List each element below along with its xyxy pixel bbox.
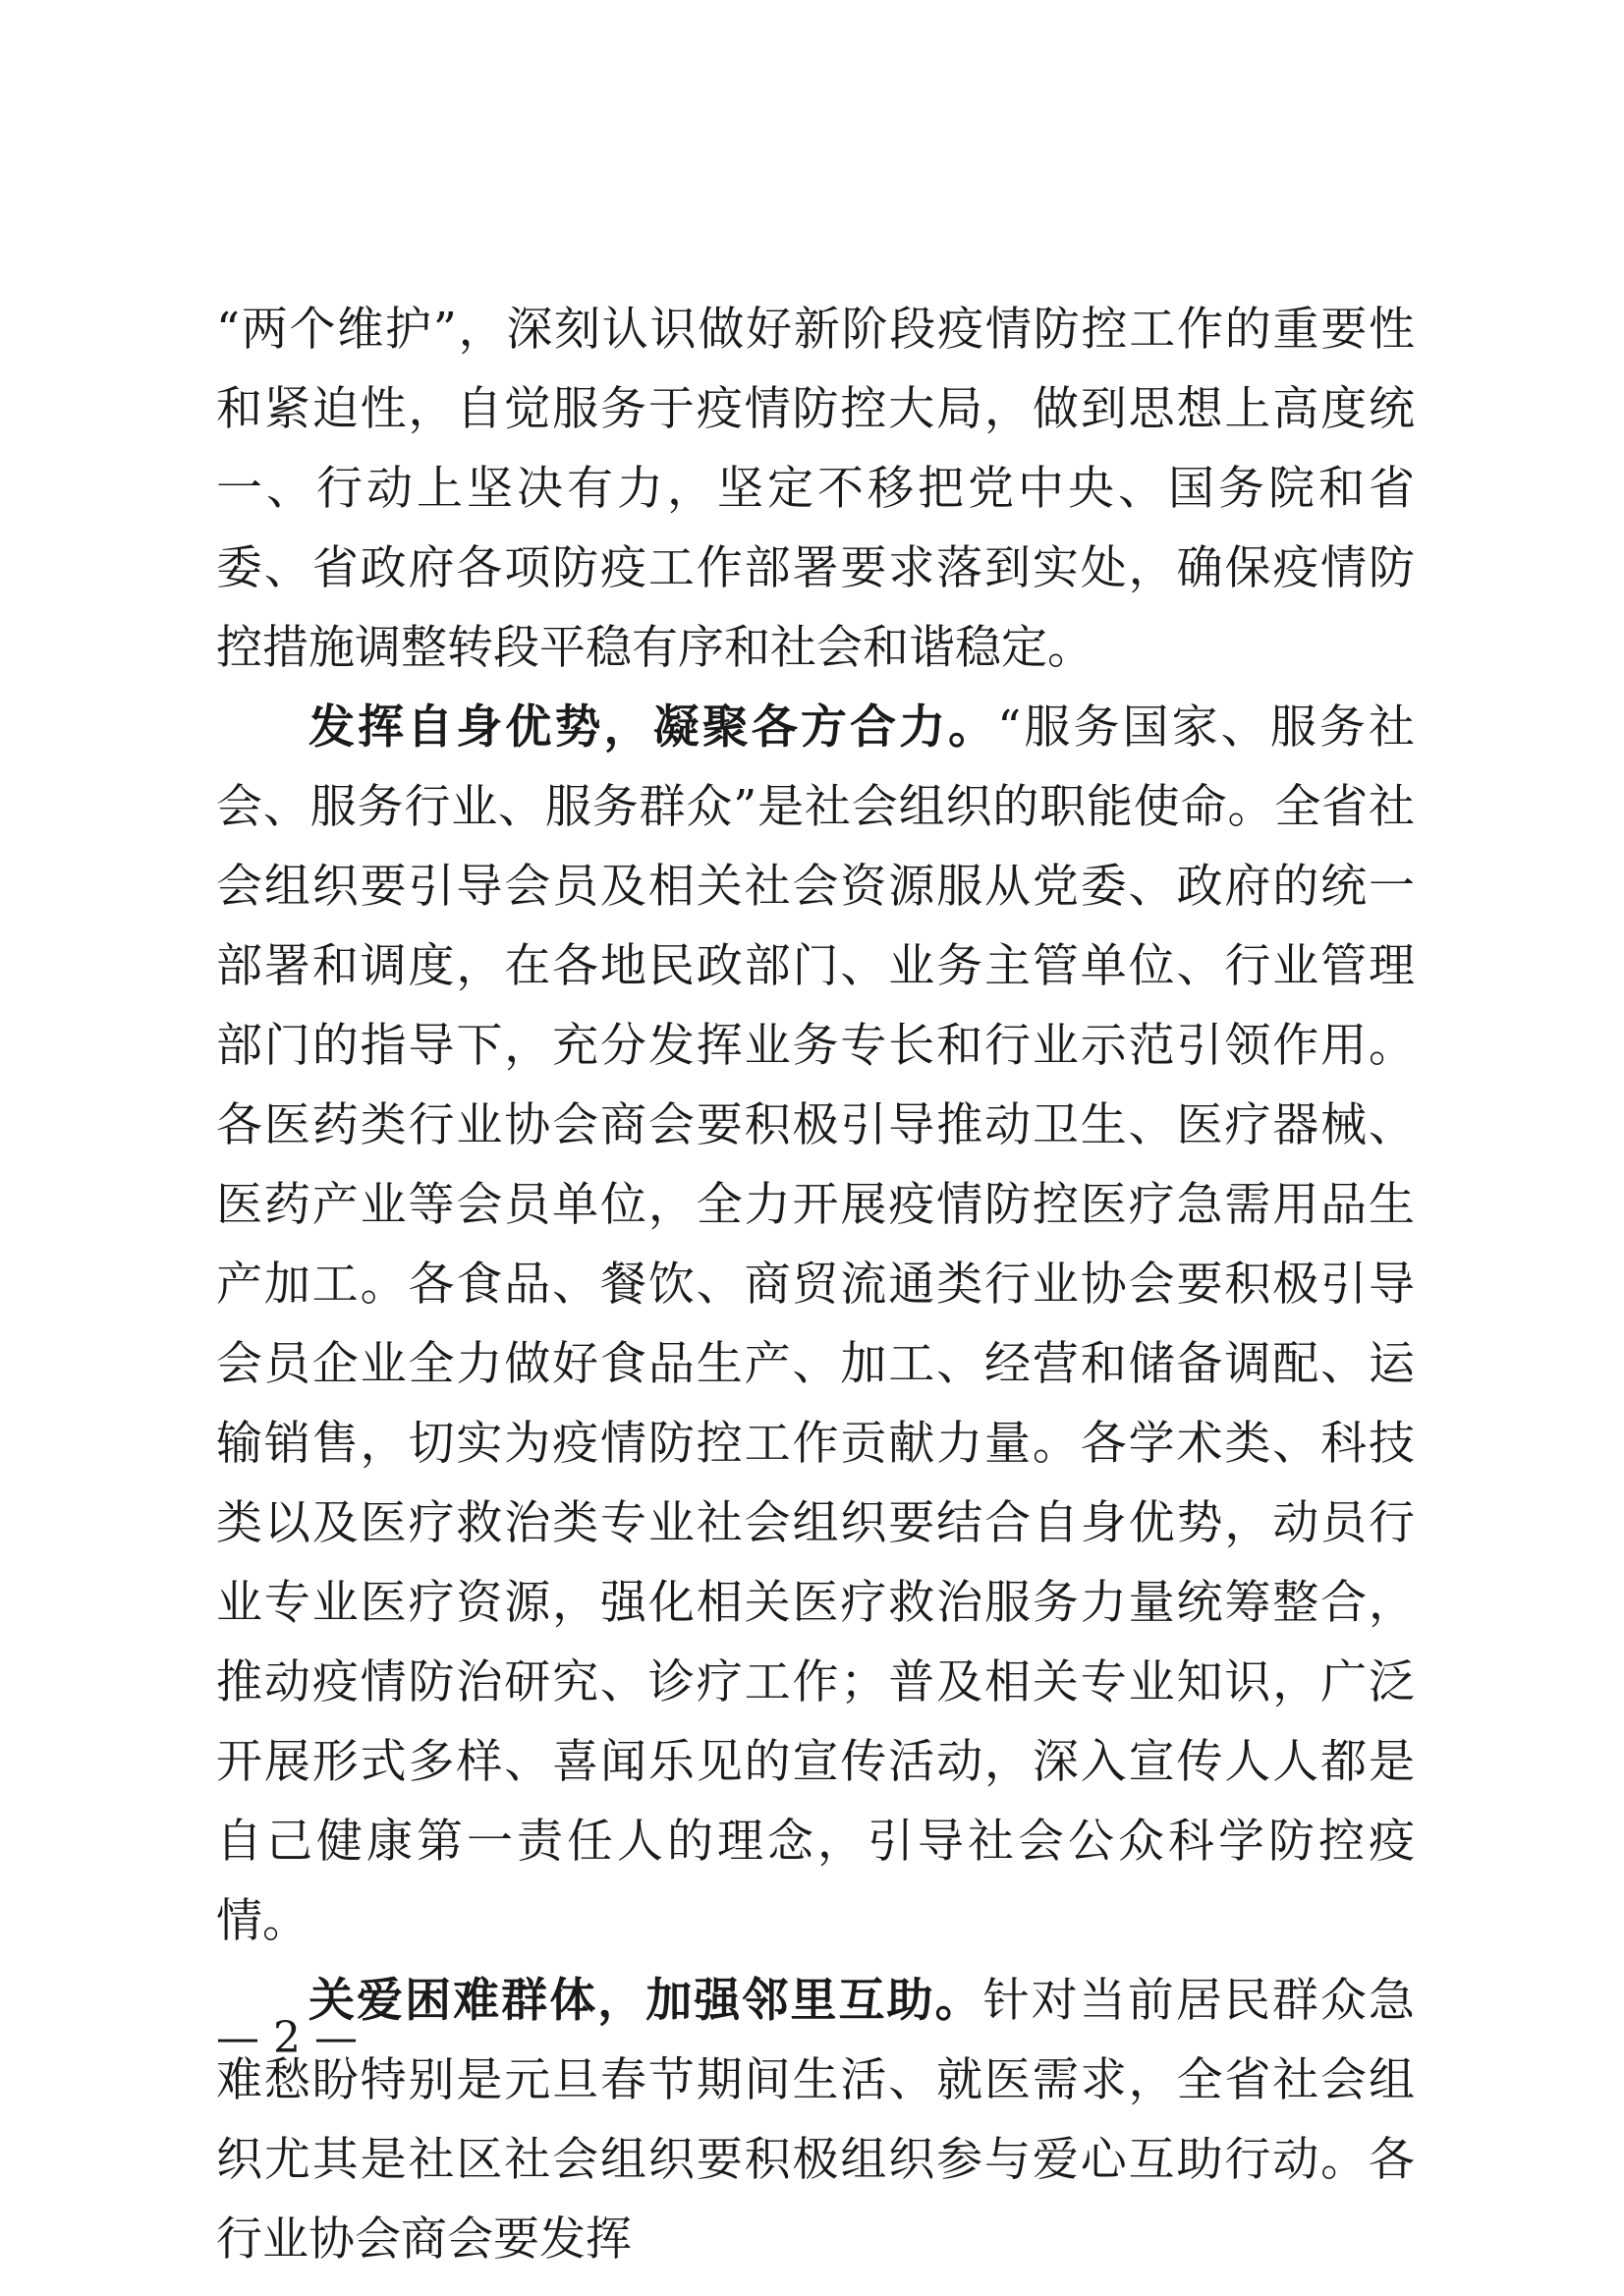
paragraph-3-lead: 关爱困难群体，加强邻里互助。 [308, 1974, 983, 2028]
body-text [216, 290, 1415, 2279]
page-number: — 2 — [216, 2013, 358, 2063]
paragraph-3 [216, 1961, 1415, 2279]
paragraph-2-text: “服务国家、服务社会、服务行业、服务群众”是社会组织的职能使命。全省社会组织要引导会员及相关社会资源服从党委、政府的统一部署和调度，在各地民政部门、业务主管单位、行业管理部门的指导下，充分发挥业务专长和行业示范引领作用。各医药类行业协会商会要积极引导推动卫生、医疗器械、医药产业等会员单位，全力开展疫情防控医疗急需用品生产加工。各食品、餐饮、商贸流通类行业协会要积极引导会员企业全力做好食品生产、加工、经营和储备调配、运输销售，切实为疫情防控工作贡献力量。各学术类、科技类以及医疗救治类专业社会组织要结合自身优势，动员行业专业医疗资源，强化相关医疗救治服务力量统筹整合，推动疫情防治研究、诊疗工作；普及相关专业知识，广泛开展形式多样、喜闻乐见的宣传活动，深入宣传人人都是自己健康第一责任人的理念，引导社会公众科学防控疫情。 [216, 700, 1416, 1948]
paragraph-3-text: 针对当前居民群众急难愁盼特别是元旦春节期间生活、就医需求，全省社会组织尤其是社区社会组织要积极组织参与爱心互助行动。各行业协会商会要发挥 [216, 1974, 1416, 2267]
paragraph-2-lead: 发挥自身优势，凝聚各方合力。 [308, 700, 998, 755]
paragraph-1-text: “两个维护”，深刻认识做好新阶段疫情防控工作的重要性和紧迫性，自觉服务于疫情防控大局，做到思想上高度统一、行动上坚决有力，坚定不移把党中央、国务院和省委、省政府各项防疫工作部署要求落到实处，确保疫情防控措施调整转段平稳有序和社会和谐稳定。 [216, 303, 1415, 675]
paragraph-2 [216, 688, 1415, 1961]
paragraph-1 [216, 290, 1415, 688]
